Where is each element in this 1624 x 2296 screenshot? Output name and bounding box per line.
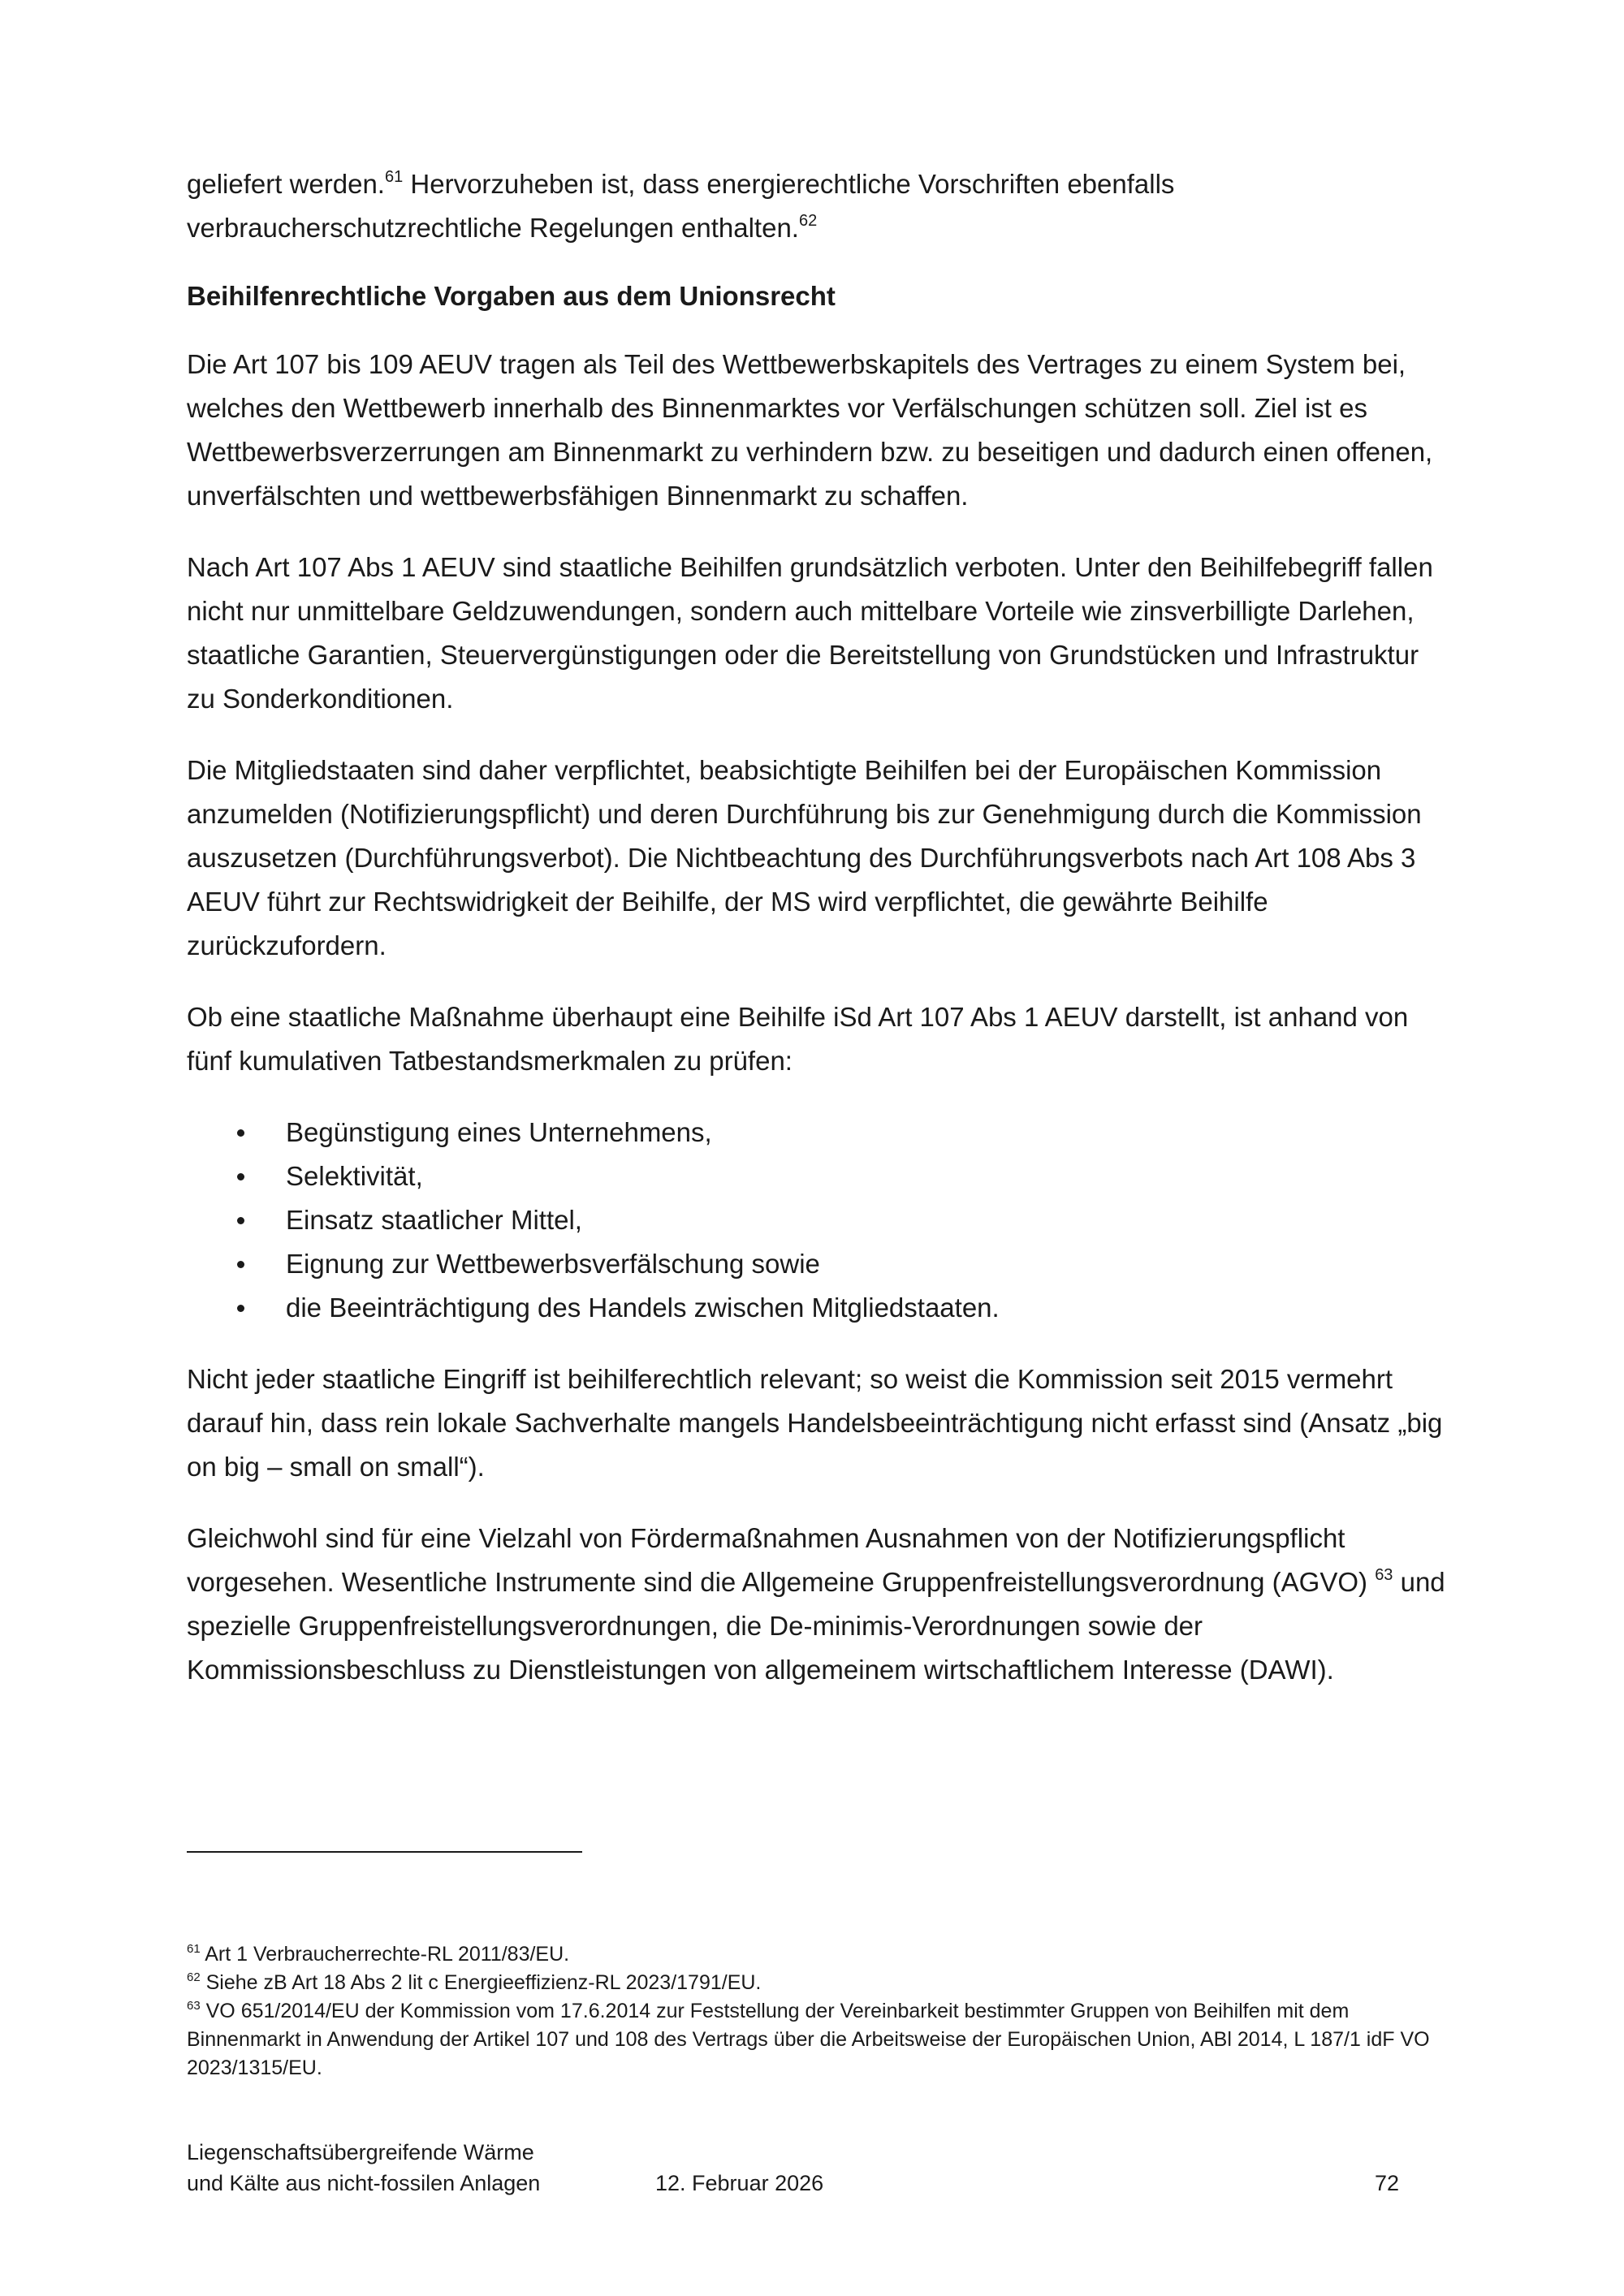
section-heading: Beihilfenrechtliche Vorgaben aus dem Unionsrecht (187, 281, 836, 311)
paragraph-4: Ob eine staatliche Maßnahme überhaupt eine Beihilfe iSd Art 107 Abs 1 AEUV darstellt, ist anhand von fünf kumulativen Tatbestandsmerkmalen zu prüfen: (187, 1002, 1409, 1076)
p6-text-a: Gleichwohl sind für eine Vielzahl von Fördermaßnahmen Ausnahmen von der Notifizierungspflicht vorgesehen. Wesentliche Instrumente sind die Allgemeine Gruppenfreistellungsverordnung (AGVO) (187, 1523, 1376, 1597)
page-footer (187, 2137, 1405, 2202)
criteria-list (187, 1111, 1453, 1330)
footnote-separator (187, 1851, 582, 1853)
footnote-ref-62[interactable]: 62 (798, 212, 818, 230)
footer-document-title (187, 2137, 641, 2199)
footnote-text: Art 1 Verbraucherrechte-RL 2011/83/EU. (200, 1943, 570, 1966)
footer-title-line-1: Liegenschaftsübergreifende Wärme (187, 2140, 534, 2164)
footer-title-line-2: und Kälte aus nicht-fossilen Anlagen (187, 2171, 541, 2195)
list-item: Selektivität, (187, 1154, 1453, 1198)
footnote-61 (187, 1940, 1453, 1969)
footnote-63 (187, 1997, 1453, 2082)
footnote-ref-63[interactable]: 63 (1375, 1566, 1393, 1584)
list-item: Begünstigung eines Unternehmens, (187, 1111, 1453, 1154)
paragraph-2: Nach Art 107 Abs 1 AEUV sind staatliche Beihilfen grundsätzlich verboten. Unter den Beihilfebegriff fallen nicht nur unmittelbare Geldzuwendungen, sondern auch mittelbare Vorteile wie zinsverbilligte Darlehen, staatliche Garantien, Steuervergünstigungen oder die Bereitstellung von Grundstücken und Infrastruktur zu Sonderkonditionen. (187, 552, 1433, 714)
paragraph-6 (187, 1517, 1453, 1692)
intro-text-a: geliefert werden. (187, 169, 385, 199)
footnote-ref-61[interactable]: 61 (384, 168, 404, 186)
list-item: Einsatz staatlicher Mittel, (187, 1198, 1453, 1242)
footnote-text: Siehe zB Art 18 Abs 2 lit c Energieeffizienz-RL 2023/1791/EU. (200, 1971, 762, 1994)
footnote-text: VO 651/2014/EU der Kommission vom 17.6.2014 zur Feststellung der Vereinbarkeit bestimmter Gruppen von Beihilfen mit dem Binnenmarkt in Anwendung der Artikel 107 und 108 des Vertrags über die Arbeitsweise der Europäischen Union, ABl 2014, L 187/1 idF VO 2023/1315/EU. (187, 2000, 1430, 2079)
paragraph-1: Die Art 107 bis 109 AEUV tragen als Teil des Wettbewerbskapitels des Vertrages zu einem System bei, welches den Wettbewerb innerhalb des Binnenmarktes vor Verfälschungen schützen soll. Ziel ist es Wettbewerbsverzerrungen am Binnenmarkt zu verhindern bzw. zu beseitigen und dadurch einen offenen, unverfälschten und wettbewerbsfähigen Binnenmarkt zu schaffen. (187, 349, 1433, 511)
p6-text-b: und spezielle Gruppenfreistellungsverordnungen, die De-minimis-Verordnungen sowie der Kommissionsbeschluss zu Dienstleistungen von allgemeinem wirtschaftlichem Interesse (DAWI). (187, 1567, 1445, 1685)
footnote-number: 62 (187, 1970, 201, 1984)
footnote-number: 61 (187, 1942, 201, 1956)
footnote-62 (187, 1969, 1453, 1997)
paragraph-5: Nicht jeder staatliche Eingriff ist beihilferechtlich relevant; so weist die Kommission seit 2015 vermehrt darauf hin, dass rein lokale Sachverhalte mangels Handelsbeeinträchtigung nicht erfasst sind (Ansatz „big on big – small on small“). (187, 1364, 1443, 1482)
footnote-number: 63 (187, 1999, 201, 2013)
document-body (187, 162, 1453, 1720)
footnotes (187, 1940, 1453, 2082)
paragraph-3: Die Mitgliedstaaten sind daher verpflichtet, beabsichtigte Beihilfen bei der Europäischen Kommission anzumelden (Notifizierungspflicht) und deren Durchführung bis zur Genehmigung durch die Kommission auszusetzen (Durchführungsverbot). Die Nichtbeachtung des Durchführungsverbots nach Art 108 Abs 3 AEUV führt zur Rechtswidrigkeit der Beihilfe, der MS wird verpflichtet, die gewährte Beihilfe zurückzufordern. (187, 755, 1422, 960)
list-item: Eignung zur Wettbewerbsverfälschung sowie (187, 1242, 1453, 1286)
paragraph-intro (187, 162, 1453, 250)
intro-text-b: Hervorzuheben ist, dass energierechtliche Vorschriften ebenfalls verbraucherschutzrechtliche Regelungen enthalten. (187, 169, 1175, 243)
page-number: 72 (1375, 2171, 1400, 2195)
list-item: die Beeinträchtigung des Handels zwischen Mitgliedstaaten. (187, 1286, 1453, 1330)
footer-date: 12. Februar 2026 (655, 2171, 824, 2195)
